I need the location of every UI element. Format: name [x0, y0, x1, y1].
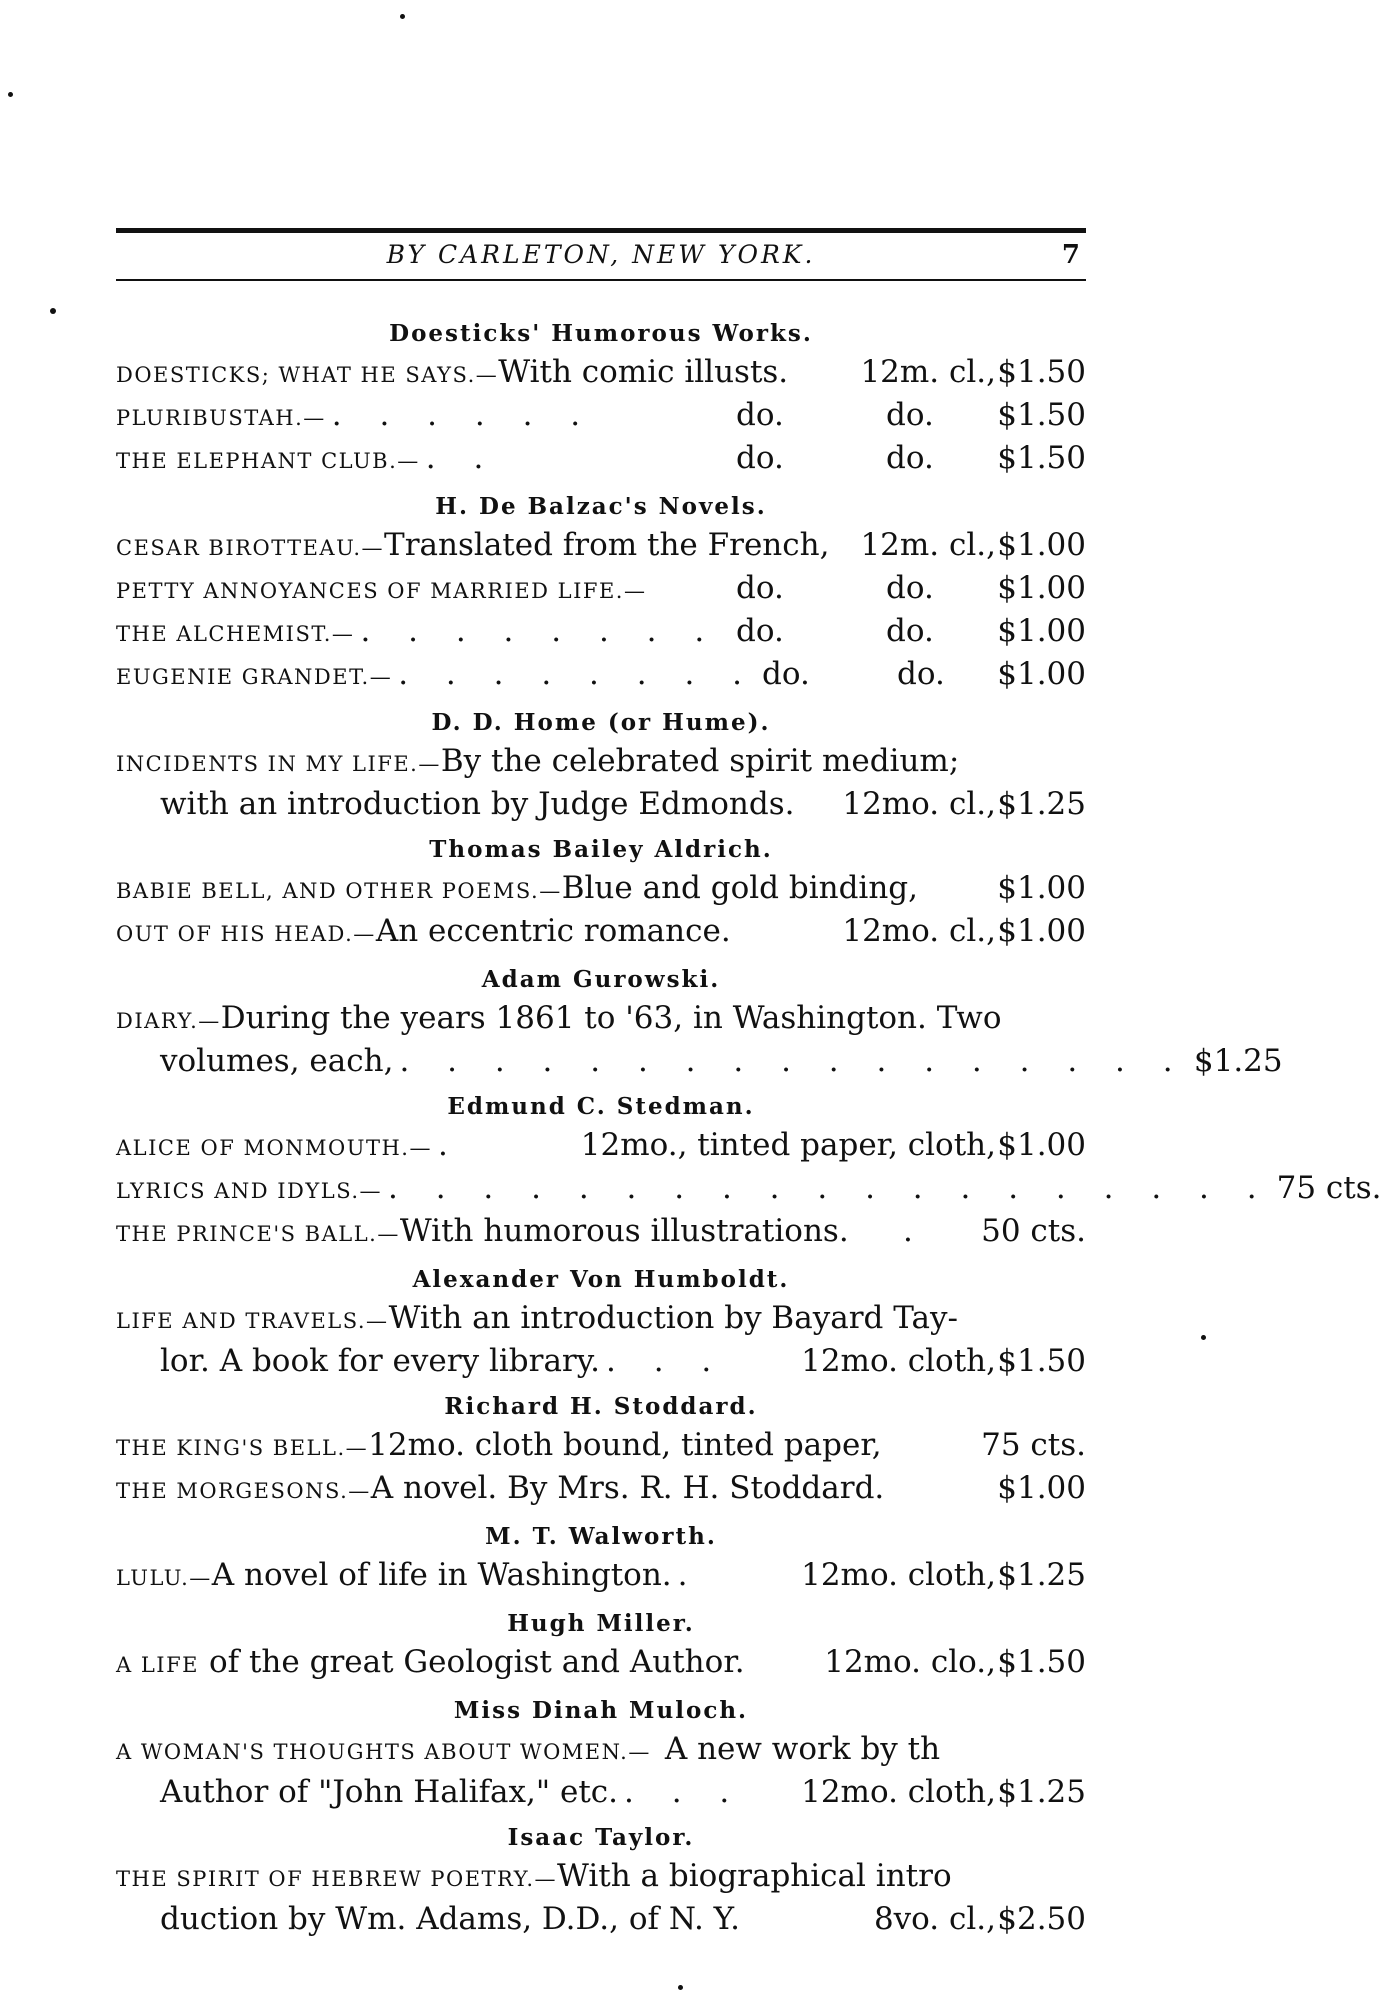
- catalog-entry-continued: [116, 1899, 1086, 1939]
- entry-price: $1.00: [997, 1127, 1086, 1163]
- entry-title: BABIE BELL, AND OTHER POEMS.—: [116, 879, 562, 903]
- dot-leader: .: [902, 1213, 927, 1249]
- entry-description: Translated from the French,: [384, 527, 830, 563]
- catalog-entry-continued: [116, 1341, 1086, 1381]
- entry-format: 8vo. cl.,: [873, 1901, 996, 1937]
- entry-ditto: do.: [736, 397, 784, 433]
- entry-ditto: do.: [762, 656, 810, 692]
- entry-format: 12mo. clo.,: [824, 1644, 996, 1680]
- catalog-entry: [116, 525, 1086, 568]
- catalog-entry: [116, 1729, 1086, 1772]
- entry-ditto: do.: [736, 440, 784, 476]
- dot-leader: . .: [425, 440, 498, 476]
- entry-title: THE ALCHEMIST.—: [116, 622, 355, 646]
- catalog-entry: [116, 654, 1086, 697]
- catalog-entry: [116, 352, 1086, 395]
- running-header: BY CARLETON, NEW YORK.: [386, 240, 816, 269]
- dot-leader: . . . . . . . . . . . . . . . . . . .: [388, 1170, 1271, 1206]
- author-heading: Richard H. Stoddard.: [444, 1393, 758, 1420]
- entry-description: With a biographical intro: [557, 1858, 952, 1894]
- entry-description: With an introduction by Bayard Tay-: [388, 1300, 958, 1336]
- entry-description: An eccentric romance.: [375, 913, 731, 949]
- entry-price: $1.50: [997, 397, 1086, 433]
- entry-title: EUGENIE GRANDET.—: [116, 665, 393, 689]
- entry-title: THE SPIRIT OF HEBREW POETRY.—: [116, 1867, 558, 1891]
- catalog-entry: [116, 998, 1086, 1041]
- catalog-entry: [116, 568, 1086, 611]
- entry-format: 12mo. cl.,: [842, 913, 996, 949]
- header-rule-top: [116, 228, 1086, 233]
- author-heading: Thomas Bailey Aldrich.: [429, 836, 773, 863]
- entry-format: 12m. cl.,: [860, 527, 996, 563]
- entry-price: 75 cts.: [981, 1427, 1086, 1463]
- catalog-entry: [116, 1211, 1086, 1254]
- catalog-entry: [116, 741, 1086, 784]
- dot-leader: . . . . . . . .: [360, 613, 719, 649]
- entry-title: A WOMAN'S THOUGHTS ABOUT WOMEN.—: [116, 1740, 651, 1764]
- entry-title: A LIFE: [116, 1653, 199, 1677]
- entry-price: $1.00: [997, 913, 1086, 949]
- entry-price: $1.00: [997, 527, 1086, 563]
- dot-leader: .: [677, 1557, 702, 1593]
- entry-format: 12mo. cloth,: [801, 1557, 996, 1593]
- catalog-entry-continued: [116, 784, 1086, 824]
- catalog-entry: [116, 611, 1086, 654]
- catalog-entry: [116, 1125, 1086, 1168]
- entry-title: INCIDENTS IN MY LIFE.—: [116, 752, 441, 776]
- entry-title: LYRICS AND IDYLS.—: [116, 1179, 383, 1203]
- entry-description: 12mo. cloth bound, tinted paper,: [368, 1427, 882, 1463]
- entry-description: volumes, each,: [160, 1043, 394, 1079]
- entry-price: $1.50: [997, 1644, 1086, 1680]
- entry-price: $1.25: [997, 786, 1086, 822]
- entry-format: 12mo. cloth,: [801, 1343, 996, 1379]
- entry-price: $1.00: [997, 570, 1086, 606]
- author-heading: H. De Balzac's Novels.: [435, 493, 767, 520]
- entry-ditto: do.: [897, 656, 945, 692]
- entry-title: DIARY.—: [116, 1009, 221, 1033]
- entry-price: $1.00: [997, 613, 1086, 649]
- entry-price: $1.50: [997, 440, 1086, 476]
- catalog-entry: [116, 1468, 1086, 1511]
- entry-title: PETTY ANNOYANCES OF MARRIED LIFE.—: [116, 579, 647, 603]
- page-number: 7: [1061, 240, 1080, 270]
- catalog-entry: [116, 1856, 1086, 1899]
- entry-description: With humorous illustrations.: [399, 1213, 849, 1249]
- catalog-list: [116, 316, 1382, 1939]
- entry-price: $1.25: [997, 1557, 1086, 1593]
- dot-leader: . . . . . .: [331, 397, 595, 433]
- entry-format: 12mo. cloth,: [801, 1774, 996, 1810]
- entry-description: 12mo., tinted paper, cloth,: [580, 1127, 996, 1163]
- entry-ditto: do.: [886, 440, 934, 476]
- catalog-entry: [116, 395, 1086, 438]
- catalog-entry: [116, 868, 1086, 911]
- entry-description: During the years 1861 to '63, in Washington. Two: [220, 1000, 1002, 1036]
- entry-title: LIFE AND TRAVELS.—: [116, 1309, 389, 1333]
- catalog-entry: [116, 1425, 1086, 1468]
- author-heading: Doesticks' Humorous Works.: [389, 320, 813, 347]
- catalog-entry-continued: [116, 1772, 1086, 1812]
- author-heading: Adam Gurowski.: [481, 966, 721, 993]
- entry-description: A novel. By Mrs. R. H. Stoddard.: [370, 1470, 885, 1506]
- author-heading: Isaac Taylor.: [507, 1824, 695, 1851]
- header-rule-bottom: [116, 279, 1086, 281]
- author-heading: Edmund C. Stedman.: [447, 1093, 755, 1120]
- print-speck: [1201, 1335, 1206, 1340]
- entry-price: $1.50: [997, 1343, 1086, 1379]
- entry-title: LULU.—: [116, 1566, 212, 1590]
- catalog-entry: [116, 1298, 1086, 1341]
- catalog-entry-continued: [116, 1041, 1283, 1081]
- entry-price: 50 cts.: [981, 1213, 1086, 1249]
- entry-price: $2.50: [997, 1901, 1086, 1937]
- entry-price: $1.25: [997, 1774, 1086, 1810]
- dot-leader: . . . . . . . . . . . . . . . . .: [399, 1043, 1187, 1079]
- entry-description: With comic illusts.: [498, 354, 789, 390]
- entry-title: CESAR BIROTTEAU.—: [116, 536, 385, 560]
- entry-ditto: do.: [736, 570, 784, 606]
- author-heading: Hugh Miller.: [507, 1610, 695, 1637]
- entry-title: THE MORGESONS.—: [116, 1479, 371, 1503]
- entry-title: OUT OF HIS HEAD.—: [116, 922, 376, 946]
- dot-leader: . . .: [606, 1343, 726, 1379]
- dot-leader: .: [437, 1127, 462, 1163]
- author-heading: M. T. Walworth.: [485, 1523, 717, 1550]
- author-heading: Alexander Von Humboldt.: [412, 1266, 790, 1293]
- entry-title: THE PRINCE'S BALL.—: [116, 1222, 400, 1246]
- catalog-entry: [116, 1642, 1086, 1685]
- catalog-entry: [116, 911, 1086, 954]
- entry-ditto: do.: [886, 570, 934, 606]
- book-page: [116, 0, 1382, 2001]
- entry-title: THE ELEPHANT CLUB.—: [116, 449, 420, 473]
- entry-price: $1.50: [997, 354, 1086, 390]
- entry-format: 12m. cl.,: [860, 354, 996, 390]
- catalog-entry: [116, 1555, 1086, 1598]
- print-speck: [8, 92, 13, 97]
- entry-description: By the celebrated spirit medium;: [440, 743, 960, 779]
- entry-price: $1.00: [997, 1470, 1086, 1506]
- entry-ditto: do.: [886, 613, 934, 649]
- catalog-entry: [116, 438, 1086, 481]
- print-speck: [50, 308, 56, 314]
- entry-ditto: do.: [736, 613, 784, 649]
- entry-title: PLURIBUSTAH.—: [116, 406, 326, 430]
- entry-description: with an introduction by Judge Edmonds.: [160, 786, 795, 822]
- dot-leader: . . . . . . . .: [398, 656, 757, 692]
- entry-title: THE KING'S BELL.—: [116, 1436, 369, 1460]
- entry-price: 75 cts.: [1276, 1170, 1382, 1206]
- entry-price: $1.00: [997, 656, 1086, 692]
- entry-description: A new work by th: [664, 1731, 941, 1767]
- entry-format: 12mo. cl.,: [842, 786, 996, 822]
- catalog-entry: [116, 1168, 1382, 1211]
- entry-description: of the great Geologist and Author.: [208, 1644, 745, 1680]
- dot-leader: . . .: [624, 1774, 744, 1810]
- entry-description: A novel of life in Washington.: [211, 1557, 672, 1593]
- entry-description: Author of "John Halifax," etc.: [160, 1774, 619, 1810]
- entry-ditto: do.: [886, 397, 934, 433]
- entry-price: $1.25: [1193, 1043, 1283, 1079]
- entry-title: ALICE OF MONMOUTH.—: [116, 1136, 432, 1160]
- entry-description: lor. A book for every library.: [160, 1343, 600, 1379]
- author-heading: Miss Dinah Muloch.: [453, 1697, 749, 1724]
- entry-description: Blue and gold binding,: [561, 870, 919, 906]
- entry-description: duction by Wm. Adams, D.D., of N. Y.: [160, 1901, 741, 1937]
- entry-price: $1.00: [997, 870, 1086, 906]
- author-heading: D. D. Home (or Hume).: [431, 709, 771, 736]
- entry-title: DOESTICKS; WHAT HE SAYS.—: [116, 363, 499, 387]
